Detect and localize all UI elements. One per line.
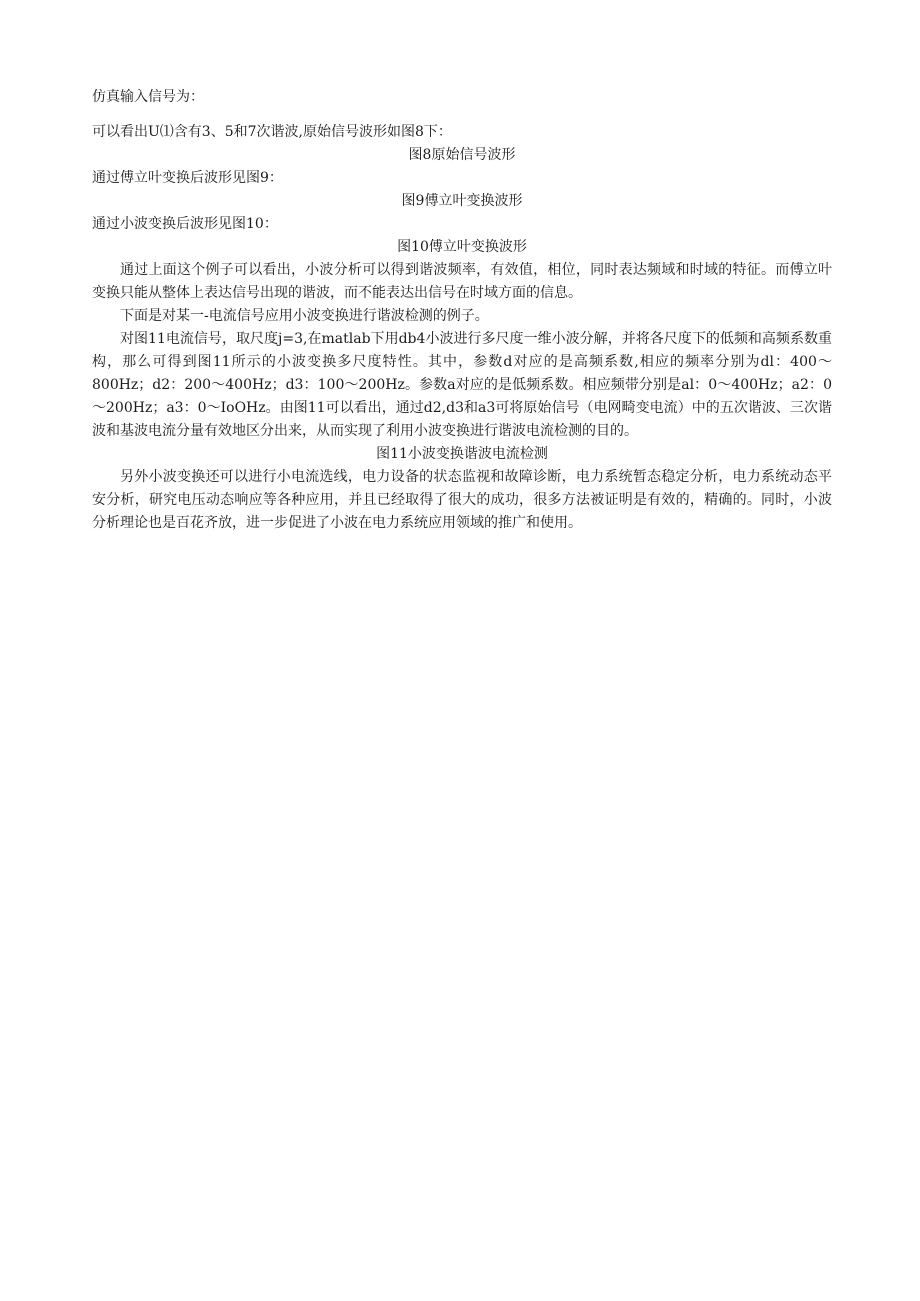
figure-11-caption: 图11小波变换谐波电流检测 bbox=[376, 446, 548, 462]
fourier-description-line: 通过傅立叶变换后波形见图9： bbox=[92, 170, 283, 186]
example-intro-paragraph: 下面是对某一-电流信号应用小波变换进行谐波检测的例子。 bbox=[120, 308, 489, 324]
document-page bbox=[92, 86, 832, 535]
figure-10-caption: 图10傅立叶变换波形 bbox=[397, 239, 527, 255]
figure-11-description-paragraph: 对图11电流信号，取尺度j=3,在matlab下用db4小波进行多尺度一维小波分解，并将各尺度下的低频和高频系数重构，那么可得到图11所示的小波变换多尺度特性。其中，参数d对应的是高频系数,相应的频率分别为dl：400～800Hz；d2：200～400Hz；d3：100～200Hz。参数a对应的是低频系数。相应频带分别是al：0～400Hz；a2：0～200Hz；a3：0～IoOHz。由图11可以看出，通过d2,d3和a3可将原始信号（电网畸变电流）中的五次谐波、三次谐波和基波电流分量有效地区分出来，从而实现了利用小波变换进行谐波电流检测的目的。 bbox=[92, 331, 832, 439]
comparison-paragraph: 通过上面这个例子可以看出，小波分析可以得到谐波频率，有效值，相位，同时表达频域和时域的特征。而傅立叶变换只能从整体上表达信号出现的谐波，而不能表达出信号在时域方面的信息。 bbox=[92, 262, 832, 301]
harmonics-description-line: 可以看出U⑴含有3、5和7次谐波,原始信号波形如图8下： bbox=[92, 124, 452, 140]
figure-8-caption: 图8原始信号波形 bbox=[408, 147, 516, 163]
wavelet-description-line: 通过小波变换后波形见图10： bbox=[92, 216, 278, 232]
conclusion-paragraph: 另外小波变换还可以进行小电流选线，电力设备的状态监视和故障诊断，电力系统暂态稳定分析，电力系统动态平安分析，研究电压动态响应等各种应用，并且已经取得了很大的成功，很多方法被证明是有效的，精确的。同时，小波分析理论也是百花齐放，进一步促进了小波在电力系统应用领域的推广和使用。 bbox=[92, 469, 832, 531]
simulation-input-line: 仿真输入信号为： bbox=[92, 89, 204, 105]
figure-9-caption: 图9傅立叶变换波形 bbox=[401, 193, 523, 209]
